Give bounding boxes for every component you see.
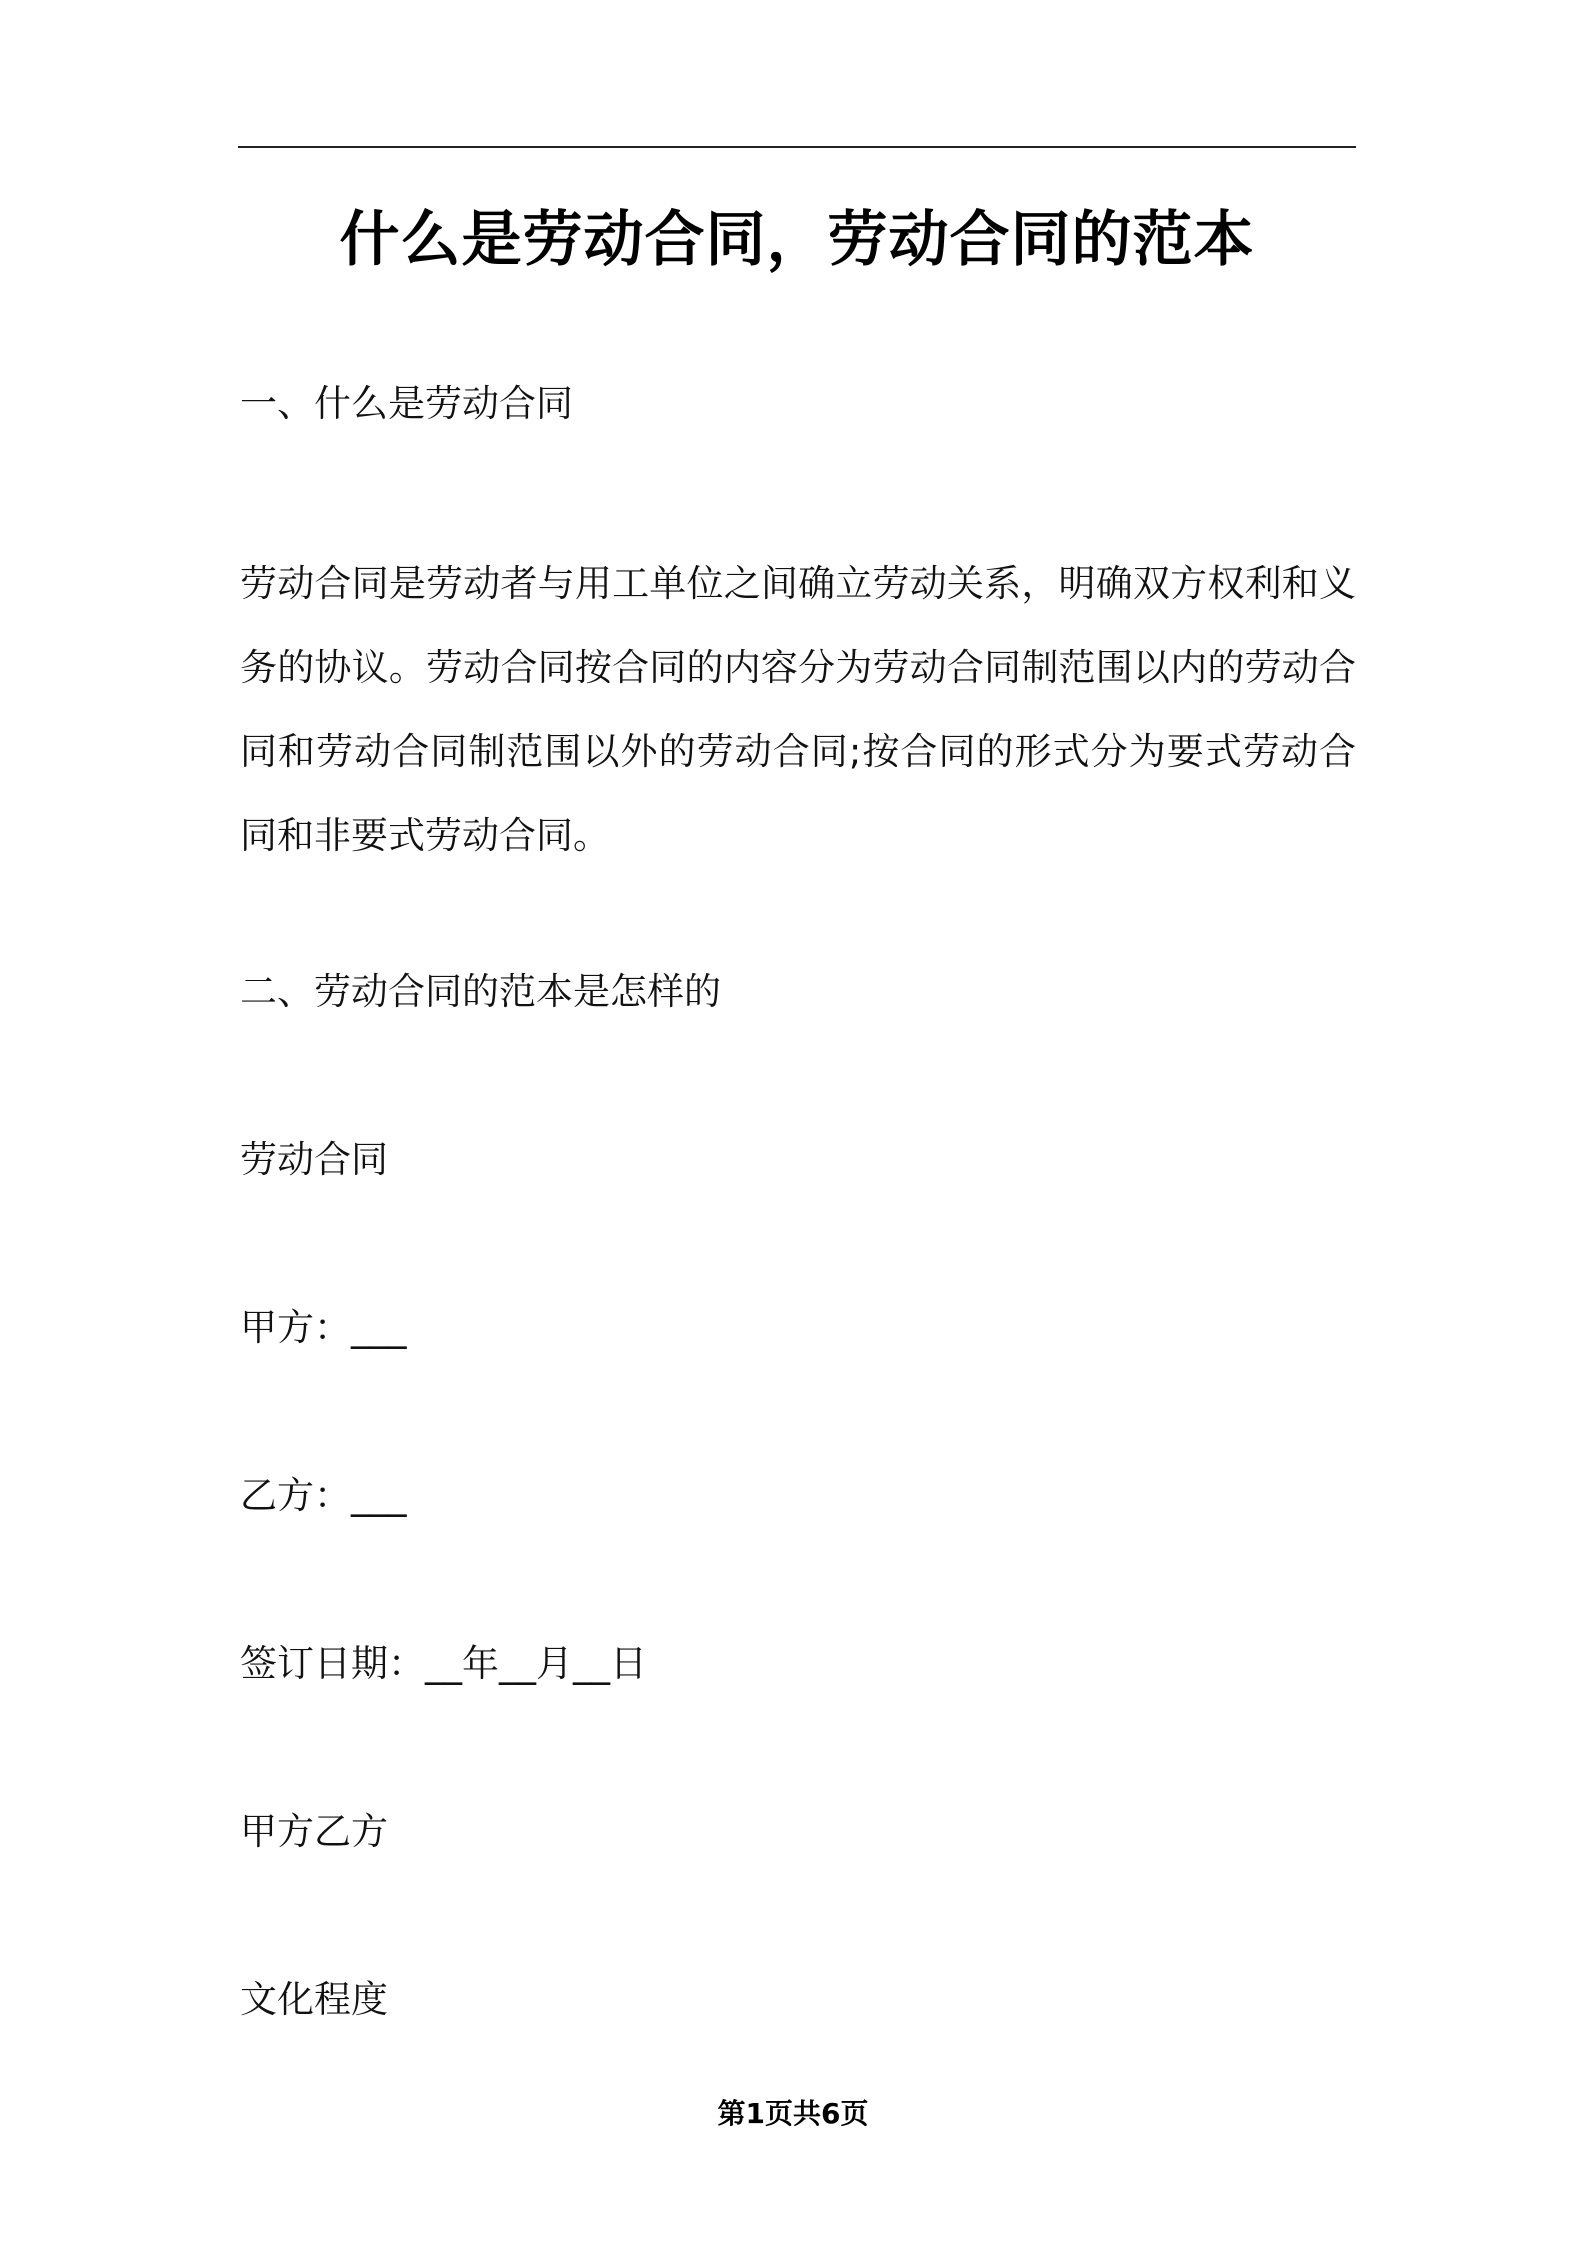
- section-2-heading: 二、劳动合同的范本是怎样的: [240, 970, 721, 1013]
- contract-title: 劳动合同: [240, 1138, 388, 1181]
- paragraph-line: 同和非要式劳动合同。: [240, 814, 610, 857]
- page-indicator: 第1页共6页: [717, 2097, 869, 2130]
- section-1-paragraph: [240, 542, 1356, 878]
- header-rule: [238, 146, 1356, 148]
- document-title: 什么是劳动合同，劳动合同的范本: [339, 205, 1255, 275]
- paragraph-line: 劳动合同是劳动者与用工单位之间确立劳动关系，明确双方权利和义: [240, 562, 1356, 605]
- parties-line: 甲方乙方: [240, 1810, 388, 1853]
- education-label: 文化程度: [240, 1978, 388, 2021]
- section-1-heading: 一、什么是劳动合同: [240, 382, 573, 425]
- sign-date-field: 签订日期：__年__月__日: [240, 1642, 647, 1685]
- party-b-field: 乙方：___: [240, 1474, 407, 1517]
- paragraph-line: 务的协议。劳动合同按合同的内容分为劳动合同制范围以内的劳动合: [240, 646, 1356, 689]
- paragraph-line: 同和劳动合同制范围以外的劳动合同;按合同的形式分为要式劳动合: [240, 730, 1356, 773]
- party-a-field: 甲方：___: [240, 1306, 407, 1349]
